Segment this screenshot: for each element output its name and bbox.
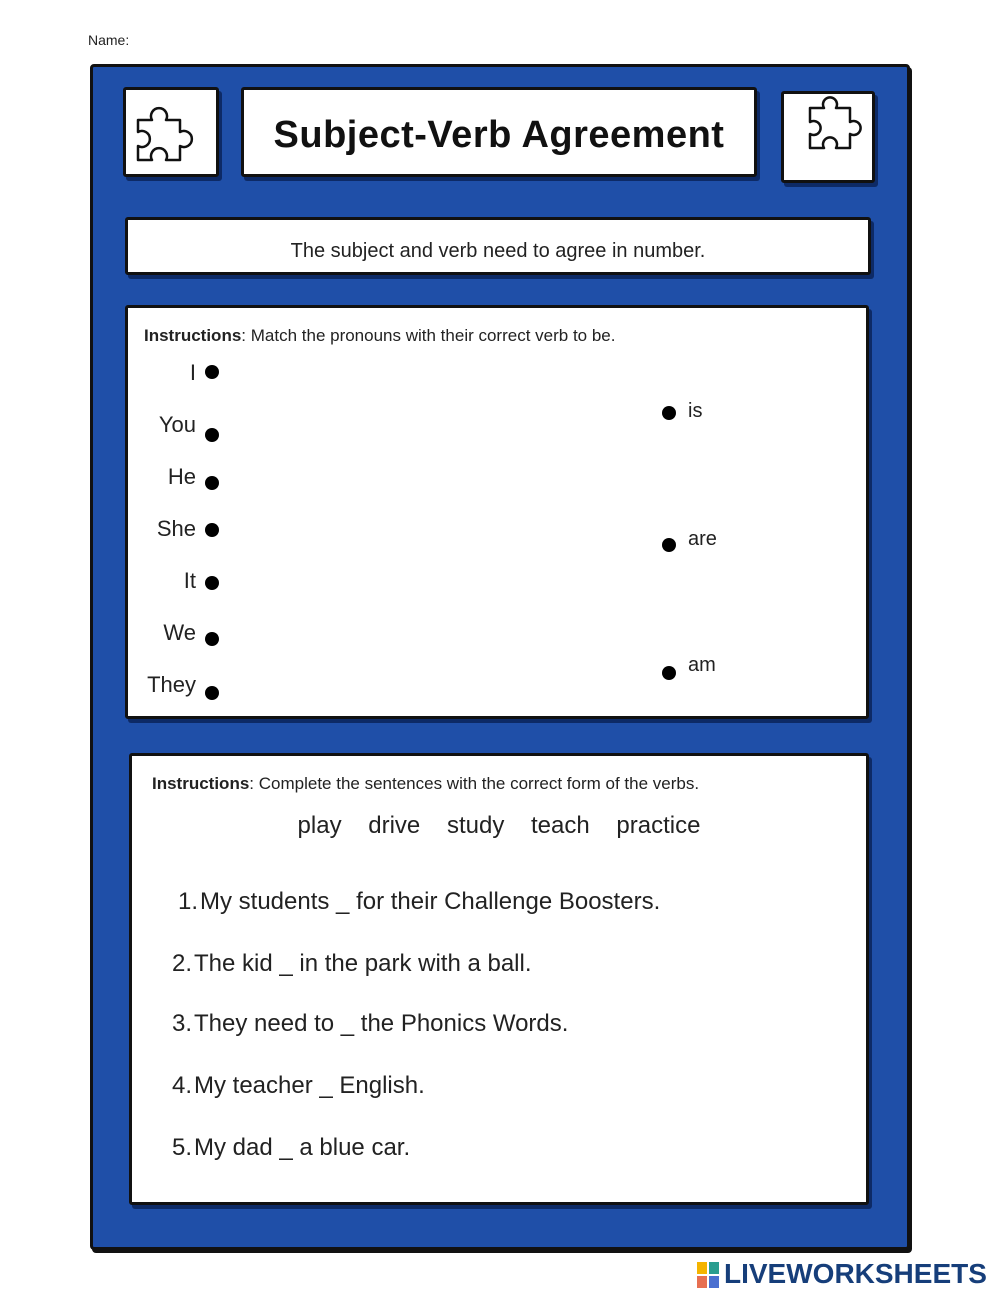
instructions-label: Instructions (152, 774, 250, 793)
pronoun-dot[interactable] (205, 476, 219, 490)
pronoun-it: It (183, 568, 196, 593)
instructions-text: : Complete the sentences with the correct form of the verbs. (249, 774, 700, 793)
verb-is: is (688, 400, 703, 422)
liveworksheets-logo-icon (697, 1262, 719, 1288)
pronoun-dot[interactable] (205, 428, 219, 442)
verb-dot[interactable] (662, 406, 676, 420)
sentence-item (162, 1134, 410, 1162)
brand-name: LIVEWORKSHEETS (724, 1258, 987, 1289)
sentence-text: The kid _ in the park with a ball. (194, 950, 532, 977)
pronoun-you: You (158, 412, 196, 437)
rule-box (125, 217, 871, 275)
sentence-item (162, 950, 532, 978)
pronoun-dot[interactable] (205, 365, 219, 379)
verb-dot[interactable] (662, 666, 676, 680)
sentence-text: They need to _ the Phonics Words. (194, 1010, 569, 1037)
left-puzzle-box (123, 87, 219, 177)
sentence-number: 1. (177, 888, 198, 915)
pronoun-dot[interactable] (205, 686, 219, 700)
word-bank (132, 812, 866, 840)
verb-am: am (688, 654, 716, 676)
sentence-number: 5. (171, 1134, 192, 1161)
page-title: Subject-Verb Agreement (273, 114, 725, 156)
rule-text: The subject and verb need to agree in number. (290, 240, 706, 262)
word-bank-item: practice (616, 812, 701, 839)
pronoun-i: I (189, 360, 196, 385)
sentence-item (162, 1072, 425, 1100)
word-bank-item: play (297, 812, 342, 839)
verb-are: are (688, 528, 717, 550)
pronoun-they: They (147, 672, 196, 697)
pronoun-dot[interactable] (205, 632, 219, 646)
instructions-label: Instructions (144, 326, 242, 345)
pronoun-dot[interactable] (205, 576, 219, 590)
sentence-text: My students _ for their Challenge Boosters. (200, 888, 661, 915)
sentence-text: My dad _ a blue car. (194, 1134, 411, 1161)
sentence-item (162, 1010, 568, 1038)
pronoun-we: We (163, 620, 196, 645)
sentence-number: 2. (171, 950, 192, 977)
title-box (241, 87, 757, 177)
matching-panel (125, 305, 869, 719)
pronoun-he: He (167, 464, 196, 489)
instructions-text: : Match the pronouns with their correct verb to be. (241, 326, 616, 345)
word-bank-item: drive (368, 812, 421, 839)
right-puzzle-box (781, 91, 875, 183)
sentence-text: My teacher _ English. (194, 1072, 425, 1099)
pronoun-dot[interactable] (205, 523, 219, 537)
completion-instructions (152, 774, 699, 794)
verb-dot[interactable] (662, 538, 676, 552)
sentence-number: 4. (171, 1072, 192, 1099)
puzzle-piece-icon (784, 94, 872, 180)
worksheet-frame (90, 64, 910, 1250)
pronoun-she: She (156, 516, 196, 541)
matching-instructions (144, 326, 615, 346)
sentence-item (168, 888, 660, 916)
word-bank-item: study (446, 812, 505, 839)
word-bank-item: teach (531, 812, 590, 839)
name-label: Name: (88, 32, 130, 48)
sentence-number: 3. (171, 1010, 192, 1037)
completion-panel (129, 753, 869, 1205)
puzzle-piece-icon (126, 90, 216, 174)
